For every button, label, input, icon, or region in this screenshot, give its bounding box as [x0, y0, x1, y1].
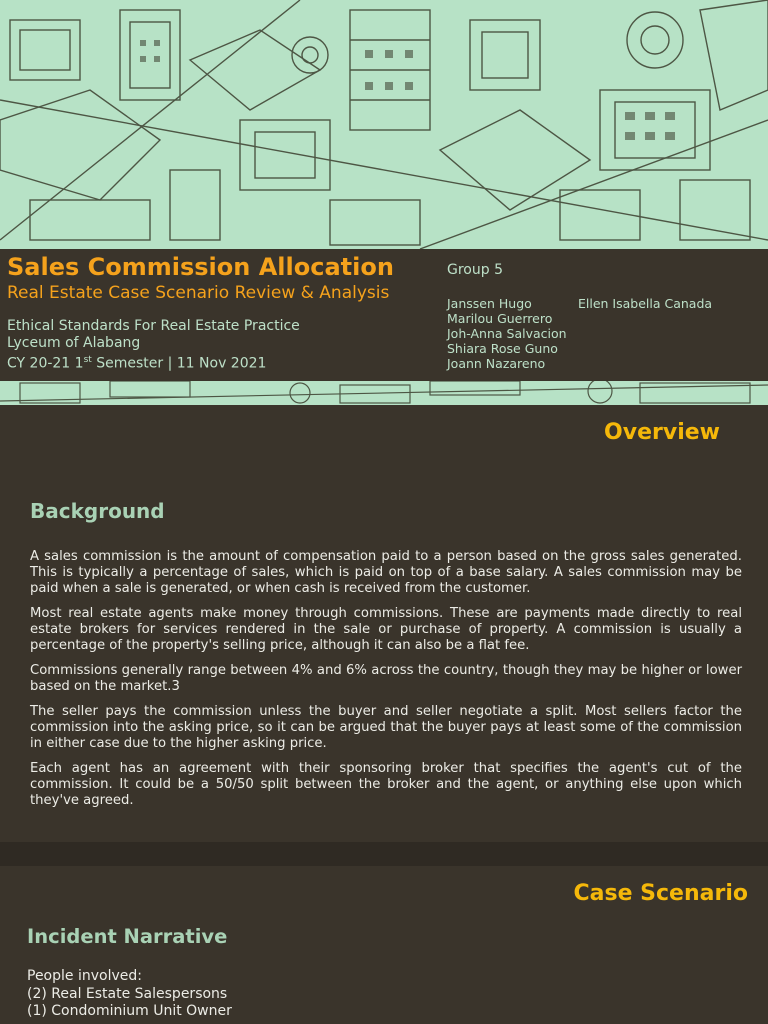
- incident-narrative-heading: Incident Narrative: [27, 925, 228, 948]
- member-name: Janssen Hugo: [447, 296, 532, 311]
- term-date: CY 20-21 1st Semester | 11 Nov 2021: [7, 355, 267, 372]
- background-heading: Background: [30, 499, 165, 523]
- group-members: [447, 296, 567, 371]
- section-divider: [0, 842, 768, 866]
- cityscape-banner-top: [0, 0, 768, 249]
- case-scenario-heading: Case Scenario: [573, 881, 748, 906]
- overview-heading: Overview: [604, 420, 720, 445]
- person-entry: (2) Real Estate Salespersons: [27, 985, 228, 1002]
- cityscape-illustration: [0, 0, 768, 249]
- person-entry: (1) Condominium Unit Owner: [27, 1003, 232, 1019]
- course-info: [7, 318, 300, 373]
- paragraph: The seller pays the commission unless the buyer and seller negotiate a split. Most sellers factor the commission into the asking price, so it can be argued that the buyer pays at least some of the commission in either case due to the higher asking price.: [30, 704, 742, 751]
- paragraph: A sales commission is the amount of compensation paid to a person based on the gross sales generated. This is typically a percentage of sales, which is paid on top of a base salary. A sales commission may be paid when a sale is generated, or when cash is received from the customer.: [30, 549, 742, 596]
- people-label: People involved:: [27, 968, 142, 984]
- document-title: Sales Commission Allocation: [7, 253, 394, 281]
- paragraph: Commissions generally range between 4% and 6% across the country, though they may be higher or lower based on the market.3: [30, 663, 742, 694]
- school-name: Lyceum of Alabang: [7, 335, 141, 351]
- paragraph: Most real estate agents make money through commissions. These are payments made directly to real estate brokers for services rendered in the sale or purchase of property. A commission is usually a percentage of the property's selling price, although it can also be a flat fee.: [30, 606, 742, 653]
- background-text: [30, 549, 742, 818]
- member-name: Ellen Isabella Canada: [578, 296, 713, 311]
- cityscape-banner-bottom: [0, 381, 768, 405]
- member-name: Marilou Guerrero: [447, 311, 553, 326]
- member-name: Shiara Rose Guno: [447, 341, 558, 356]
- cityscape-strip: [0, 381, 768, 405]
- member-name: Joh-Anna Salvacion: [447, 326, 567, 341]
- member-name: Joann Nazareno: [447, 356, 546, 371]
- paragraph: Each agent has an agreement with their sponsoring broker that specifies the agent's cut of the commission. It could be a 50/50 split between the broker and the agent, or anything else upon which they've agreed.: [30, 761, 742, 808]
- people-involved: [27, 968, 232, 1021]
- group-label: Group 5: [447, 262, 503, 278]
- document-subtitle: Real Estate Case Scenario Review & Analysis: [7, 283, 390, 303]
- course-name: Ethical Standards For Real Estate Practice: [7, 318, 300, 334]
